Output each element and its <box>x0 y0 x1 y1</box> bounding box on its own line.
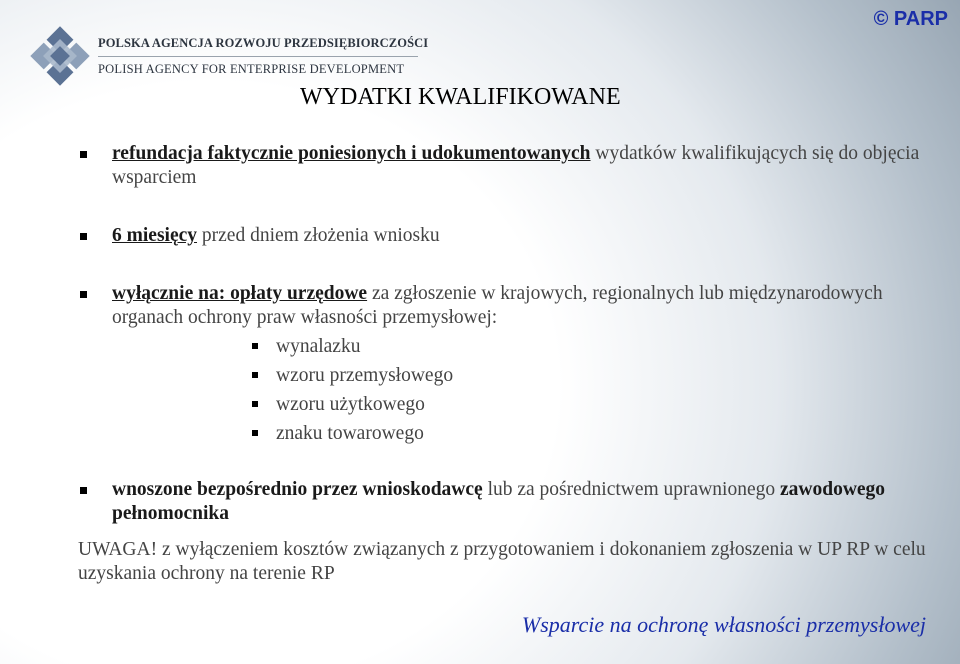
bullet-item <box>80 142 940 190</box>
bullet-emphasis: wnoszone bezpośrednio przez wnioskodawcę <box>112 479 483 500</box>
sub-bullet-item: wzoru użytkowego <box>252 390 940 419</box>
bullet-item <box>80 282 940 330</box>
bullet-emphasis: 6 miesięcy <box>112 225 198 246</box>
slide-body <box>80 142 940 586</box>
footer-caption: Wsparcie na ochronę własności przemysłowej <box>521 612 926 637</box>
page-title: WYDATKI KWALIFIKOWANE <box>300 84 621 110</box>
bullet-emphasis: refundacja faktycznie poniesionych i udokumentowanych <box>112 143 591 164</box>
sub-bullet-item: znaku towarowego <box>252 419 940 448</box>
note-text: z wyłączeniem kosztów związanych z przygotowaniem i dokonaniem zgłoszenia w UP RP w celu uzyskania ochrony na terenie RP <box>78 539 926 584</box>
bullet-text: przed dniem złożenia wniosku <box>197 225 440 246</box>
parp-logo-icon <box>26 22 94 90</box>
parp-logo <box>26 22 429 90</box>
logo-line-polish: POLSKA AGENCJA ROZWOJU PRZEDSIĘBIORCZOŚCI <box>98 36 429 50</box>
bullet-text: lub za pośrednictwem uprawnionego <box>482 479 780 500</box>
bullet-text: wydatków kwalifikujących się do objęcia wsparciem <box>112 143 920 188</box>
sub-bullet-item: wynalazku <box>252 332 940 361</box>
logo-divider <box>98 56 418 57</box>
logo-line-english: POLISH AGENCY FOR ENTERPRISE DEVELOPMENT <box>98 62 405 76</box>
copyright-label: © PARP <box>873 8 948 30</box>
note-label: UWAGA! <box>78 539 158 560</box>
note <box>78 538 940 586</box>
bullet-item <box>80 478 940 526</box>
sub-bullet-item: wzoru przemysłowego <box>252 361 940 390</box>
bullet-item <box>80 224 940 248</box>
bullet-text: za zgłoszenie w krajowych, regionalnych lub międzynarodowych organach ochrony praw własności przemysłowej: <box>112 283 883 328</box>
bullet-emphasis-2: zawodowego pełnomocnika <box>112 479 886 524</box>
bullet-emphasis: wyłącznie na: opłaty urzędowe <box>112 283 368 304</box>
